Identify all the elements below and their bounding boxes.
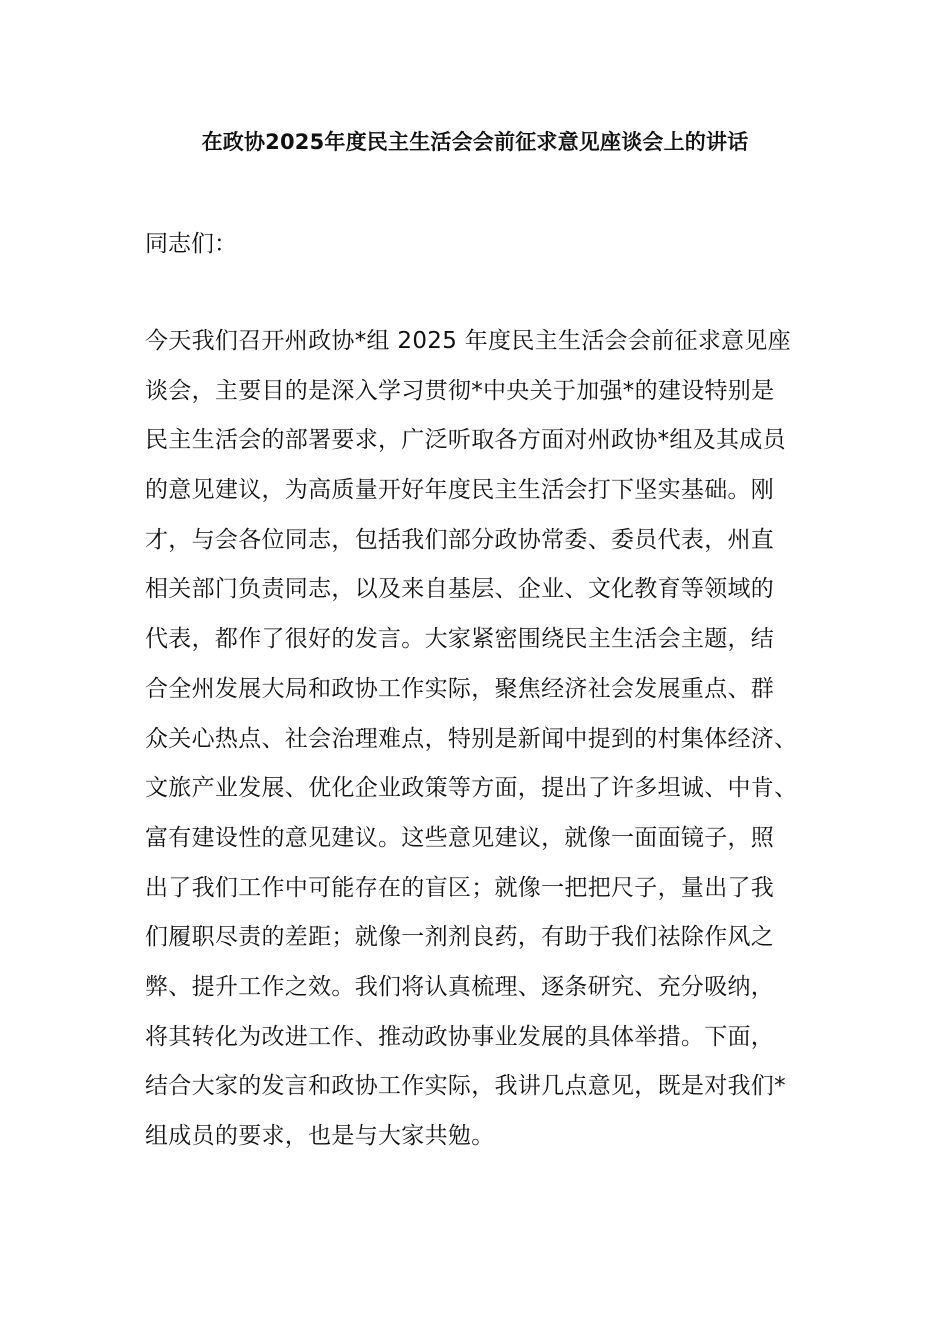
paragraph-line: 谈会，主要目的是深入学习贯彻*中央关于加强*的建设特别是 (145, 377, 775, 404)
paragraph-line: 将其转化为改进工作、推动政协事业发展的具体举措。下面， (145, 1023, 775, 1050)
paragraph-line: 众关心热点、社会治理难点，特别是新闻中提到的村集体经济、 (145, 725, 798, 752)
paragraph-line: 民主生活会的部署要求，广泛听取各方面对州政协*组及其成员 (145, 427, 786, 454)
document-title: 在政协2025年度民主生活会会前征求意见座谈会上的讲话 (201, 130, 749, 154)
paragraph-line: 文旅产业发展、优化企业政策等方面，提出了许多坦诚、中肯、 (145, 775, 798, 802)
paragraph-line: 结合大家的发言和政协工作实际，我讲几点意见，既是对我们* (145, 1073, 786, 1100)
paragraph-line: 弊、提升工作之效。我们将认真梳理、逐条研究、充分吸纳， (145, 973, 775, 1000)
paragraph-line: 今天我们召开州政协*组 2025 年度民主生活会会前征求意见座 (145, 328, 791, 354)
paragraph-line: 代表，都作了很好的发言。大家紧密围绕民主生活会主题，结 (145, 626, 775, 653)
paragraph-line: 的意见建议，为高质量开好年度民主生活会打下坚实基础。刚 (145, 477, 775, 504)
paragraph-line: 组成员的要求，也是与大家共勉。 (145, 1123, 495, 1149)
paragraph-line: 富有建设性的意见建议。这些意见建议，就像一面面镜子，照 (145, 824, 775, 851)
paragraph-line: 合全州发展大局和政协工作实际，聚焦经济社会发展重点、群 (145, 675, 775, 702)
paragraph-line: 才，与会各位同志，包括我们部分政协常委、委员代表，州直 (145, 526, 775, 553)
paragraph-line: 们履职尽责的差距；就像一剂剂良药，有助于我们祛除作风之 (145, 924, 775, 951)
body-paragraph (145, 323, 835, 1168)
salutation: 同志们： (145, 231, 237, 257)
paragraph-line: 出了我们工作中可能存在的盲区；就像一把把尺子，量出了我 (145, 874, 775, 901)
paragraph-line: 相关部门负责同志，以及来自基层、企业、文化教育等领域的 (145, 576, 775, 603)
